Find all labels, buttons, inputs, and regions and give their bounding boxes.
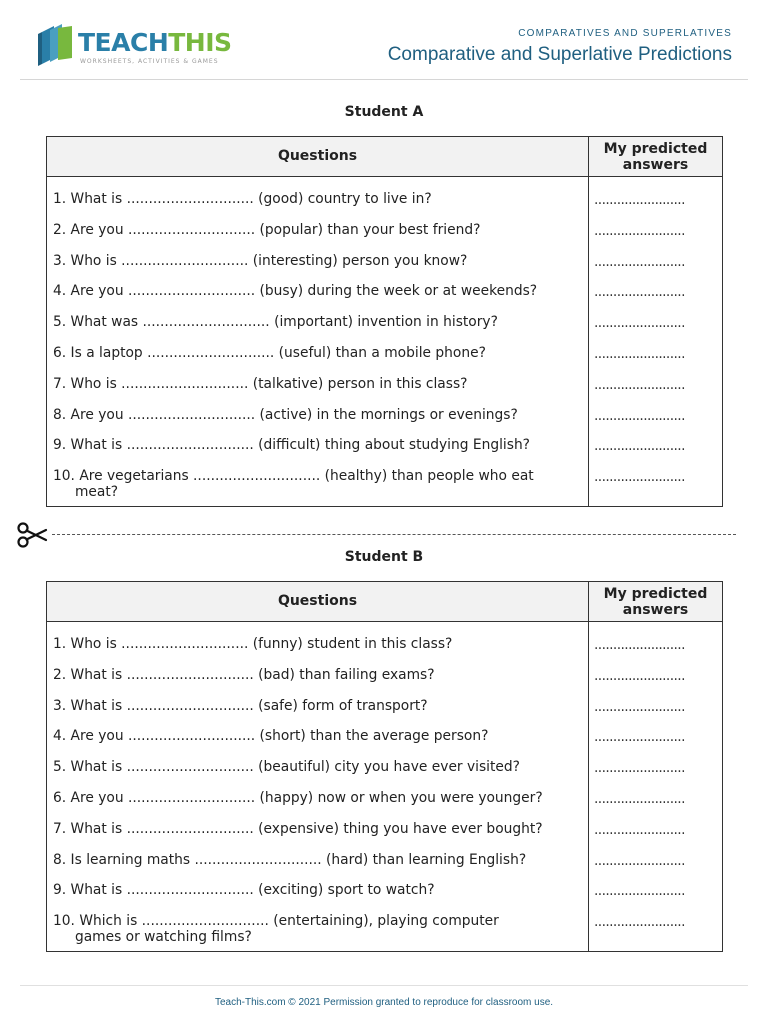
footer-divider [20,985,748,986]
question-text: 6. Are you ............................. (happy) now or when you were younger? [53,789,543,806]
question-text: 3. What is ............................. (safe) form of transport? [53,697,428,714]
question-row [47,814,722,845]
question-row [47,660,722,691]
answers-header [588,582,722,621]
question-text: 1. What is ............................. (good) country to live in? [53,191,432,207]
question-text: 8. Are you ............................. (active) in the mornings or evenings? [53,406,518,423]
answer-blank[interactable]: ........................ [594,760,685,777]
answers-header [588,137,722,176]
question-text: 4. Are you ............................. (short) than the average person? [53,728,489,745]
answer-blank[interactable]: ........................ [594,376,685,393]
answer-blank[interactable]: ........................ [594,407,685,424]
logo-word-this: THIS [168,28,232,57]
question-text: 7. What is ............................. (expensive) thing you have ever bought? [53,820,543,837]
question-row [47,721,722,752]
answers-header-line2: answers [622,157,689,173]
answer-blank[interactable]: ........................ [594,698,685,715]
question-row [47,215,722,246]
question-text: 8. Is learning maths ............................. (hard) than learning English? [53,851,527,868]
answer-blank[interactable]: ........................ [594,315,685,332]
answer-blank[interactable]: ........................ [594,469,685,486]
copyright-footer: Teach-This.com © 2021 Permission granted to reproduce for classroom use. [214,997,554,1008]
question-row [47,246,722,277]
student-b-rows [47,622,722,951]
question-row [47,276,722,307]
question-text: 1. Who is ............................. (funny) student in this class? [53,636,453,652]
answer-blank[interactable]: ........................ [594,222,685,239]
question-row [47,845,722,876]
student-a-rows [47,177,722,506]
questions-header: Questions [277,593,358,609]
question-text: 5. What was ............................. (important) invention in history? [53,314,498,331]
header-divider [20,79,748,80]
question-row [47,752,722,783]
scissors-icon [16,521,48,549]
question-row [47,783,722,814]
student-a-table [46,136,723,507]
page-header [0,0,768,80]
question-text: 2. Are you ............................. (popular) than your best friend? [53,221,481,238]
book-logo-icon [36,24,76,66]
answer-blank[interactable]: ........................ [594,345,685,362]
question-text: 2. What is ............................. (bad) than failing exams? [53,666,435,683]
logo-word-teach: TEACH [78,28,169,57]
answer-blank[interactable]: ........................ [594,667,685,684]
answer-blank[interactable]: ........................ [594,790,685,807]
answer-blank[interactable]: ........................ [594,192,685,208]
cut-line [16,521,726,549]
question-text: 6. Is a laptop ............................. (useful) than a mobile phone? [53,344,486,361]
student-b-table-header [47,582,722,622]
question-text: 10. Are vegetarians ............................. (healthy) than people who eat meat? [53,468,534,501]
student-b-table [46,581,723,952]
dashed-cut-line [52,534,736,535]
questions-header: Questions [277,148,358,164]
student-a-table-body [47,177,722,506]
answer-blank[interactable]: ........................ [594,253,685,270]
teach-this-logo[interactable] [36,24,236,70]
question-row [47,369,722,400]
question-row [47,875,722,906]
question-row [47,461,722,500]
logo-tagline: WORKSHEETS, ACTIVITIES & GAMES [80,58,219,65]
question-text: 5. What is ............................. (beautiful) city you have ever visited? [53,759,520,776]
header-titles [388,28,732,66]
answers-header-line2: answers [622,602,689,618]
student-b-title: Student B [344,549,424,565]
question-text: 10. Which is ............................. (entertaining), playing computer games or watching films? [53,913,499,946]
student-a-title: Student A [344,104,424,120]
answers-header-line1: My predicted [603,141,708,157]
question-text: 9. What is ............................. (exciting) sport to watch? [53,882,435,899]
answer-blank[interactable]: ........................ [594,438,685,455]
answer-blank[interactable]: ........................ [594,729,685,746]
question-row [47,629,722,660]
question-text: 3. Who is ............................. (interesting) person you know? [53,252,468,269]
question-row [47,184,722,215]
student-b-table-body [47,622,722,951]
question-text: 7. Who is ............................. (talkative) person in this class? [53,375,468,392]
logo-wordmark [78,28,232,57]
answer-blank[interactable]: ........................ [594,821,685,838]
answer-blank[interactable]: ........................ [594,914,685,931]
answer-blank[interactable]: ........................ [594,883,685,900]
answer-blank[interactable]: ........................ [594,637,685,653]
student-a-table-header [47,137,722,177]
question-row [47,338,722,369]
question-row [47,400,722,431]
answer-blank[interactable]: ........................ [594,284,685,301]
page-title: Comparative and Superlative Predictions [387,44,732,65]
question-row [47,691,722,722]
question-text: 9. What is ............................. (difficult) thing about studying English? [53,437,531,454]
answers-header-line1: My predicted [603,586,708,602]
question-row [47,307,722,338]
question-text: 4. Are you ............................. (busy) during the week or at weekends? [53,283,538,300]
answer-blank[interactable]: ........................ [594,852,685,869]
category-label: COMPARATIVES AND SUPERLATIVES [518,28,732,39]
question-row [47,906,722,945]
question-row [47,430,722,461]
